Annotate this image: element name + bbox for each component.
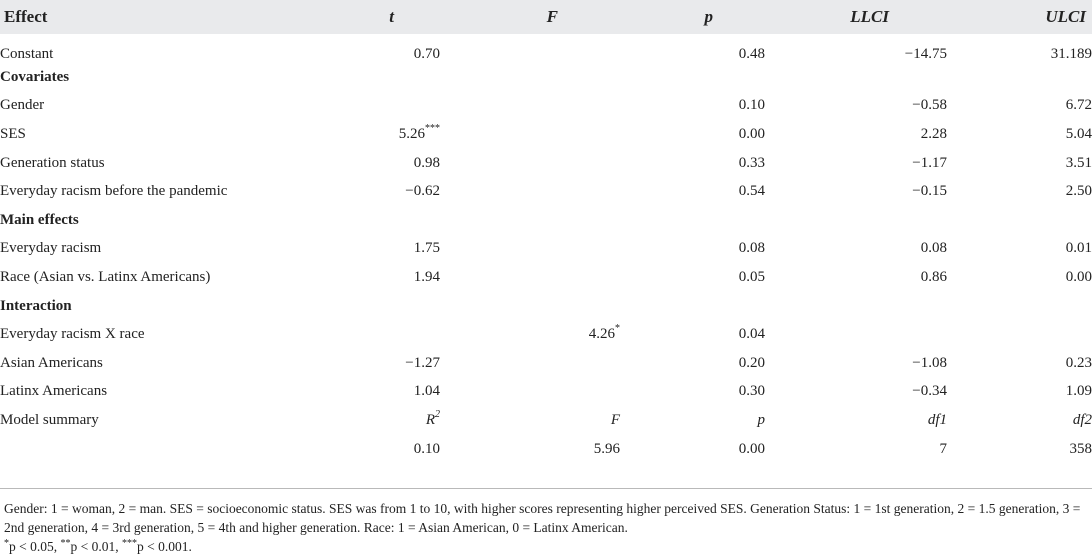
cell-f <box>440 263 620 292</box>
cell-t-value: 5.26 <box>398 125 425 142</box>
section-row <box>0 63 1092 92</box>
cell-p: 0.04 <box>738 326 765 343</box>
section-row <box>0 292 1092 321</box>
cell-t: 0.98 <box>413 154 440 171</box>
model-summary-row <box>0 406 1092 435</box>
row-label: Constant <box>0 46 54 62</box>
cell-f <box>440 349 620 378</box>
cell-p: 0.48 <box>738 46 765 62</box>
significance-text: p < 0.01, <box>70 539 122 554</box>
cell-llci: −1.17 <box>912 154 947 171</box>
header-effect: Effect <box>4 7 48 26</box>
cell-f <box>440 34 620 63</box>
cell-p: 0.10 <box>738 97 765 114</box>
cell-p: 0.20 <box>738 354 765 371</box>
header-p: p <box>704 7 713 26</box>
table-row <box>0 177 1092 206</box>
significance-text: p < 0.05, <box>9 539 61 554</box>
cell-f: 5.96 <box>593 440 620 457</box>
cell-t: 0.10 <box>413 440 440 457</box>
cell-f <box>440 177 620 206</box>
cell-t <box>290 320 440 349</box>
cell-t: 1.04 <box>413 383 440 400</box>
cell-p: 0.33 <box>738 154 765 171</box>
table-row <box>0 435 1092 464</box>
cell-ulci: 2.50 <box>1065 183 1092 200</box>
header-llci: LLCI <box>850 7 889 26</box>
cell-p: 0.00 <box>738 440 765 457</box>
cell-t: −1.27 <box>405 354 440 371</box>
significance-marker: ** <box>60 538 71 549</box>
row-label: Gender <box>0 97 45 114</box>
cell-f: F <box>610 411 620 428</box>
table-row <box>0 149 1092 178</box>
footnote-significance <box>4 537 1086 556</box>
row-label: Everyday racism X race <box>0 326 145 343</box>
significance-marker: * <box>4 538 9 549</box>
cell-p: 0.08 <box>738 240 765 257</box>
cell-ulci: df2 <box>1072 411 1092 428</box>
cell-llci: 0.08 <box>920 240 947 257</box>
table-row <box>0 120 1092 149</box>
cell-t: 1.94 <box>413 268 440 285</box>
cell-t: 0.70 <box>413 46 440 62</box>
section-label: Main effects <box>0 211 79 228</box>
cell-t <box>290 406 440 435</box>
row-label: Latinx Americans <box>0 383 108 400</box>
cell-t <box>290 92 440 121</box>
cell-llci: −1.08 <box>912 354 947 371</box>
r-squared-exponent: 2 <box>435 408 440 420</box>
table-row <box>0 92 1092 121</box>
header-t: t <box>389 7 394 26</box>
table-row <box>0 349 1092 378</box>
table-footnotes <box>4 499 1086 556</box>
header-f: F <box>546 7 558 26</box>
table-row <box>0 263 1092 292</box>
cell-llci: 7 <box>939 440 947 457</box>
cell-p: 0.54 <box>738 183 765 200</box>
cell-llci: −0.34 <box>912 383 947 400</box>
row-label: SES <box>0 125 26 142</box>
row-label: Everyday racism before the pandemic <box>0 183 228 200</box>
cell-llci: df1 <box>927 411 947 428</box>
cell-p: 0.00 <box>738 125 765 142</box>
cell-t <box>290 120 440 149</box>
cell-llci: −14.75 <box>904 46 947 62</box>
table-row <box>0 320 1092 349</box>
significance-marker: *** <box>122 538 137 549</box>
cell-f <box>440 320 620 349</box>
cell-f <box>440 92 620 121</box>
cell-llci: 0.86 <box>920 268 947 285</box>
cell-f <box>440 149 620 178</box>
cell-t: −0.62 <box>405 183 440 200</box>
cell-ulci: 0.00 <box>1065 268 1092 285</box>
cell-p: 0.30 <box>738 383 765 400</box>
cell-ulci <box>947 320 1092 349</box>
cell-t: 1.75 <box>413 240 440 257</box>
cell-p: p <box>757 411 765 428</box>
r-squared-base: R <box>425 411 435 428</box>
row-label: Race (Asian vs. Latinx Americans) <box>0 268 211 285</box>
cell-p: 0.05 <box>738 268 765 285</box>
cell-f-value: 4.26 <box>588 326 615 343</box>
table-bottom-rule <box>0 488 1092 489</box>
significance-marker: * <box>615 323 620 335</box>
section-row <box>0 206 1092 235</box>
row-label: Asian Americans <box>0 354 103 371</box>
cell-llci: 2.28 <box>920 125 947 142</box>
row-label: Generation status <box>0 154 105 171</box>
table-row <box>0 378 1092 407</box>
cell-ulci: 0.01 <box>1065 240 1092 257</box>
row-label: Everyday racism <box>0 240 102 257</box>
significance-text: p < 0.001. <box>137 539 192 554</box>
section-label: Interaction <box>0 297 72 314</box>
cell-ulci: 3.51 <box>1065 154 1092 171</box>
cell-ulci: 6.72 <box>1065 97 1092 114</box>
cell-ulci: 1.09 <box>1065 383 1092 400</box>
significance-marker: *** <box>425 122 440 134</box>
footnote-definitions: Gender: 1 = woman, 2 = man. SES = socioeconomic status. SES was from 1 to 10, with higher scores representing higher perceived SES. Generation Status: 1 = 1st generation, 2 = 1.5 generation, 3 = 2nd generation, 4 = 3rd generation, 5 = 4th and higher generation. Race: 1 = Asian American, 0 = Latinx American. <box>4 501 1081 535</box>
cell-ulci: 0.23 <box>1065 354 1092 371</box>
cell-ulci: 5.04 <box>1065 125 1092 142</box>
cell-ulci: 31.189 <box>1050 46 1092 62</box>
cell-llci <box>765 320 947 349</box>
section-label: Covariates <box>0 68 70 85</box>
row-label: Model summary <box>0 411 99 428</box>
table-row <box>0 235 1092 264</box>
cell-f <box>440 120 620 149</box>
table-header-row <box>0 0 1092 34</box>
cell-f <box>440 378 620 407</box>
header-ulci: ULCI <box>1045 7 1086 26</box>
cell-f <box>440 235 620 264</box>
cell-llci: −0.15 <box>912 183 947 200</box>
cell-ulci: 358 <box>1069 440 1092 457</box>
table-row <box>0 34 1092 63</box>
row-label <box>0 435 290 464</box>
cell-llci: −0.58 <box>912 97 947 114</box>
